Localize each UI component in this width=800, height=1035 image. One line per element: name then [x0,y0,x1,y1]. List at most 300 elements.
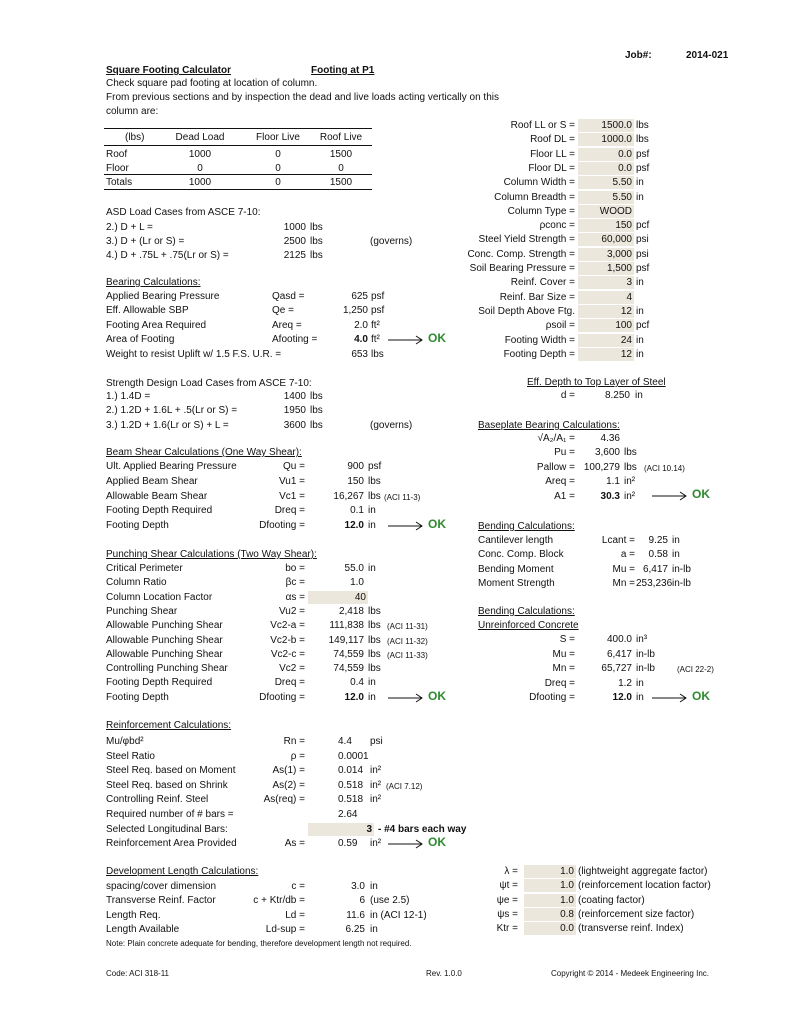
punching-unit: in [368,691,376,703]
input-label: Column Breadth = [494,191,575,203]
bending-label: Bending Moment [478,563,554,575]
bending-unit: in-lb [672,563,691,575]
asd-value: 2500 [283,236,306,247]
bearing-symbol: Areq = [272,319,302,331]
strength-value: 1950 [283,405,306,417]
reinforcement-value: 0.518 [338,794,364,806]
job-label: Job#: [625,50,652,61]
unreinforced-ref: (ACI 22-2) [677,665,714,675]
bending-value: 253,236 [636,577,673,589]
bearing-unit: ft² [371,319,380,331]
reinforcement-label: Steel Req. based on Shrink [106,779,228,791]
input-value[interactable]: 12 [620,305,632,317]
table-cell: Floor [106,163,129,174]
punching-ref: (ACI 11-32) [387,636,428,646]
strength-note: (governs) [370,419,413,431]
input-label: Floor LL = [530,148,575,160]
bearing-value: 2.0 [354,319,368,331]
table-header: (lbs) [125,132,145,143]
bearing-label: Eff. Allowable SBP [106,305,189,317]
eff-depth-title: Eff. Depth to Top Layer of Steel [527,377,666,388]
ok-indicator: OK [692,487,710,501]
reinforcement-symbol: As(req) = [263,794,305,806]
beam-unit: psf [368,461,382,472]
table-cell: 1000 [188,149,212,160]
strength-unit: lbs [310,419,323,431]
input-label: ρconc = [539,220,575,232]
bearing-value: 1,250 [342,305,368,317]
punching-symbol: bo = [285,563,305,574]
bending-value: 0.58 [648,549,668,561]
reinforcement-label: Mu/φbd² [106,736,144,747]
input-value[interactable]: 24 [620,334,632,346]
input-value[interactable]: 1000.0 [601,134,632,146]
arrow-icon [388,839,424,849]
development-label: spacing/cover dimension [106,881,217,892]
bearing-symbol: Qasd = [272,291,305,302]
punching-label: Column Location Factor [106,591,213,603]
input-unit: lbs [636,120,649,131]
bending-symbol: Mu = [612,563,635,575]
reinforcement-value: 0.0001 [338,750,369,762]
reinforcement-label: Reinforcement Area Provided [106,838,237,850]
punching-label: Critical Perimeter [106,563,183,574]
input-unit: lbs [636,134,649,146]
factor-description: (coating factor) [578,894,645,906]
unreinforced-symbol: Mu = [552,648,575,660]
bending-unit: in [672,549,680,561]
bearing-symbol: Afooting = [272,334,318,346]
punching-ref: (ACI 11-31) [387,622,428,632]
reinforcement-symbol: As(2) = [272,779,305,791]
baseplate-value: 100,279 [583,461,620,473]
page-title: Square Footing Calculator [106,65,232,76]
reinforcement-unit: - #4 bars each way [378,823,467,835]
arrow-icon [652,491,688,501]
input-unit: pcf [636,220,650,232]
baseplate-symbol: A1 = [554,490,575,502]
table-cell: Totals [106,177,133,188]
punching-value: 111,838 [329,620,364,632]
unreinforced-value: 65,727 [601,663,632,675]
punching-value: 149,117 [328,634,364,646]
punching-value: 12.0 [344,691,364,703]
punching-value[interactable]: 40 [354,591,366,603]
baseplate-unit: lbs [624,461,637,473]
input-value[interactable]: 3 [626,277,632,289]
table-cell: 1000 [188,177,212,188]
beam-label: Footing Depth Required [106,505,213,517]
unreinforced-unit: in³ [636,634,648,645]
asd-label: 3.) D + (Lr or S) = [106,236,185,247]
reinforcement-value[interactable]: 3 [366,823,372,835]
ok-indicator: OK [692,689,710,703]
bearing-label: Footing Area Required [106,319,207,331]
baseplate-value: 30.3 [600,490,620,502]
baseplate-unit: lbs [624,447,637,459]
bending-symbol: a = [620,549,635,561]
unreinforced-value: 1.2 [618,677,632,689]
beam-label: Footing Depth [106,520,169,532]
baseplate-value: 3,600 [594,447,620,459]
table-cell: 1500 [329,149,353,160]
input-unit: in [636,334,644,346]
punching-value: 1.0 [350,577,364,589]
input-unit: in [636,305,644,317]
input-value[interactable]: WOOD [599,205,632,217]
beam-label: Applied Beam Shear [106,475,198,487]
unreinforced-value: 6,417 [606,648,632,660]
unreinforced-unit: in [636,692,644,704]
input-label: Steel Yield Strength = [478,234,575,246]
development-symbol: Ld-sup = [265,923,305,935]
asd-value: 1000 [283,222,306,233]
punching-unit: lbs [368,634,381,646]
reinforcement-label: Controlling Reinf. Steel [106,794,209,806]
development-unit: in [370,923,378,935]
punching-symbol: Dfooting = [259,691,305,703]
baseplate-symbol: Pu = [554,447,575,459]
development-symbol: c + Ktr/db = [253,895,305,907]
arrow-icon [388,335,424,345]
unreinforced-symbol: Dreq = [544,677,575,689]
factor-value[interactable]: 0.8 [560,908,574,920]
bending-label: Moment Strength [478,577,555,589]
punching-unit: lbs [368,605,381,617]
punching-symbol: Vc2-a = [270,620,305,632]
punching-value: 2,418 [338,605,364,617]
table-header: Dead Load [175,132,225,143]
reinforcement-symbol: As = [284,838,305,850]
unreinforced-symbol: S = [559,634,575,645]
unreinforced-unit: in-lb [636,648,655,660]
input-value[interactable]: 12 [620,348,632,360]
unreinforced-symbol: Mn = [552,663,575,675]
input-label: Column Width = [503,177,575,189]
table-cell: 0 [275,163,281,174]
bending-symbol: Lcant = [601,535,635,546]
development-label: Length Req. [106,909,161,921]
development-value: 6 [359,895,365,907]
table-rule [104,128,372,129]
input-unit: psf [636,162,650,174]
punching-label: Allowable Punching Shear [106,648,223,660]
punching-symbol: αs = [285,591,305,603]
input-label: Reinf. Bar Size = [499,291,575,303]
asd-label: 4.) D + .75L + .75(Lr or S) = [106,250,229,261]
punching-symbol: Dreq = [274,677,305,689]
eff-depth-value: 8.250 [604,390,630,401]
beam-shear-title: Beam Shear Calculations (One Way Shear): [106,447,302,458]
table-cell: 0 [275,177,281,188]
bending-unit: in [672,535,680,546]
strength-value: 1400 [283,391,306,402]
asd-unit: lbs [310,250,323,261]
input-value[interactable]: 1,500 [606,263,632,274]
table-header: Roof Live [319,132,363,143]
reinforcement-value: 0.59 [338,838,358,850]
arrow-icon [388,693,424,703]
punching-unit: in [368,677,376,689]
punching-symbol: Vc2-b = [270,634,305,646]
bending-unit: in-lb [672,577,691,589]
bearing-unit: psf [371,305,385,317]
factor-description: (transverse reinf. Index) [578,923,684,935]
eff-depth-unit: in [635,390,643,401]
factor-symbol: ψt = [499,880,518,892]
development-value: 3.0 [351,881,365,892]
reinforcement-label: Required number of # bars = [106,809,234,820]
footer-code: Code: ACI 318-11 [106,969,170,978]
reinforcement-ref: (ACI 7.12) [386,781,423,791]
reinforcement-value: 0.518 [338,779,364,791]
factor-value[interactable]: 1.0 [560,880,574,892]
bearing-unit: ft² [371,334,380,346]
baseplate-symbol: Pallow = [536,461,575,473]
bearing-label: Area of Footing [106,334,175,346]
input-label: Floor DL = [528,162,575,174]
beam-value: 12.0 [344,520,364,532]
reinforcement-unit: in² [370,779,382,791]
factor-symbol: ψe = [496,894,518,906]
input-unit: psi [636,234,649,246]
strength-unit: lbs [310,391,323,402]
footing-location: Footing at P1 [311,65,375,76]
beam-unit: lbs [368,490,381,502]
factor-symbol: λ = [504,866,518,877]
input-unit: in [636,177,644,189]
table-rule [104,145,372,146]
development-value: 6.25 [345,923,365,935]
strength-label: 1.) 1.4D = [106,391,151,402]
punching-symbol: Vc2 = [279,663,305,675]
punching-title: Punching Shear Calculations (Two Way Shear): [106,549,317,560]
job-number: 2014-021 [686,50,729,61]
input-value[interactable]: 4 [626,291,632,303]
input-unit: psf [636,148,650,160]
unreinforced-symbol: Dfooting = [529,692,575,704]
bending-value: 6,417 [642,563,668,575]
input-value[interactable]: 60,000 [601,234,632,246]
punching-label: Column Ratio [106,577,167,589]
development-unit: (use 2.5) [370,895,410,907]
strength-title: Strength Design Load Cases from ASCE 7-10: [106,378,312,389]
punching-value: 55.0 [344,563,364,574]
baseplate-value: 4.36 [600,433,620,444]
input-label: Roof LL or S = [510,120,575,131]
factor-description: (reinforcement size factor) [578,908,695,920]
reinforcement-value: 2.64 [338,809,358,820]
factor-value[interactable]: 1.0 [560,866,574,877]
baseplate-symbol: Areq = [545,476,575,488]
baseplate-unit: in² [624,476,636,488]
punching-unit: in [368,563,376,574]
beam-unit: lbs [368,475,381,487]
intro-line: column are: [106,106,159,117]
input-label: Soil Depth Above Ftg. [478,305,575,317]
footer-rev: Rev. 1.0.0 [426,969,462,978]
reinforcement-title: Reinforcement Calculations: [106,720,232,731]
bending-symbol: Mn = [612,577,635,589]
unreinforced-unit: in-lb [636,663,655,675]
ok-indicator: OK [428,835,446,849]
reinforcement-unit: in² [370,838,382,850]
input-label: Footing Depth = [503,348,575,360]
punching-value: 0.4 [350,677,364,689]
input-unit: in [636,348,644,360]
beam-label: Ult. Applied Bearing Pressure [106,461,237,472]
input-value[interactable]: 0.0 [618,162,632,174]
asd-title: ASD Load Cases from ASCE 7-10: [106,207,261,218]
input-value[interactable]: 100 [615,320,632,332]
asd-unit: lbs [310,236,323,247]
bending-value: 9.25 [648,535,668,546]
input-value[interactable]: 5.50 [612,191,632,203]
factor-description: (lightweight aggregate factor) [578,866,708,877]
table-cell: 1500 [329,177,353,188]
punching-unit: lbs [368,620,381,632]
development-title: Development Length Calculations: [106,866,259,877]
beam-value: 16,267 [333,490,364,502]
baseplate-value: 1.1 [606,476,620,488]
beam-symbol: Vc1 = [279,490,305,502]
factor-value[interactable]: 0.0 [560,923,574,935]
bearing-value: 4.0 [354,334,368,346]
punching-value: 74,559 [333,663,364,675]
bearing-symbol: Qe = [272,305,294,317]
table-cell: 0 [338,163,344,174]
punching-label: Punching Shear [106,605,178,617]
factor-value[interactable]: 1.0 [560,894,574,906]
footer-copyright: Copyright © 2014 - Medeek Engineering Inc. [551,969,709,978]
development-symbol: c = [291,881,305,892]
eff-depth-label: d = [560,390,575,401]
bearing-label: Weight to resist Uplift w/ 1.5 F.S. U.R. = [106,348,282,360]
input-value[interactable]: 0.0 [618,148,632,160]
input-label: Footing Width = [504,334,575,346]
bending-title: Bending Calculations: [478,521,575,532]
unreinforced-value: 400.0 [606,634,632,645]
baseplate-symbol: √A₂/A₁ = [537,433,575,444]
asd-note: (governs) [370,236,413,247]
arrow-icon [388,521,424,531]
reinforcement-unit: psi [370,736,383,747]
development-symbol: Ld = [285,909,305,921]
beam-symbol: Qu = [283,461,305,472]
input-label: Soil Bearing Pressure = [469,263,575,274]
input-value[interactable]: 150 [615,220,632,232]
unreinforced-value: 12.0 [612,692,632,704]
ok-indicator: OK [428,331,446,345]
input-unit: psf [636,263,650,274]
punching-value: 74,559 [333,648,364,660]
input-label: Reinf. Cover = [510,277,575,289]
factor-symbol: ψs = [497,908,518,920]
arrow-icon [652,693,688,703]
intro-line: From previous sections and by inspection the dead and live loads acting vertically on this [106,92,499,103]
unreinforced-unit: in [636,677,644,689]
input-label: Roof DL = [530,134,575,146]
reinforcement-label: Steel Ratio [106,750,155,762]
punching-label: Allowable Punching Shear [106,634,223,646]
asd-label: 2.) D + L = [106,222,153,233]
reinforcement-label: Steel Req. based on Moment [106,765,236,777]
punching-label: Footing Depth Required [106,677,213,689]
strength-label: 3.) 1.2D + 1.6(Lr or S) + L = [106,419,229,431]
input-value[interactable]: 5.50 [612,177,632,189]
reinforcement-value: 0.014 [338,765,364,777]
beam-value: 150 [347,475,364,487]
input-unit: in [636,191,644,203]
punching-symbol: Vu2 = [278,605,305,617]
punching-unit: lbs [368,648,381,660]
reinforcement-unit: in² [370,794,382,806]
table-header: Floor Live [256,132,300,143]
development-label: Transverse Reinf. Factor [106,895,216,907]
table-rule [104,189,372,190]
beam-value: 900 [347,461,364,472]
input-label: Column Type = [507,205,575,217]
punching-label: Controlling Punching Shear [106,663,228,675]
strength-unit: lbs [310,405,323,417]
beam-unit: in [368,520,376,532]
bearing-label: Applied Bearing Pressure [106,291,220,302]
beam-symbol: Dfooting = [259,520,305,532]
baseplate-ref: (ACI 10.14) [644,463,685,473]
input-unit: pcf [636,320,650,332]
beam-symbol: Dreq = [274,505,305,517]
factor-symbol: Ktr = [496,923,518,935]
table-rule [104,174,372,175]
input-label: Conc. Comp. Strength = [467,248,575,260]
beam-label: Allowable Beam Shear [106,490,208,502]
input-value[interactable]: 1500.0 [601,120,632,131]
development-unit: in [370,881,378,892]
unreinforced-title-2: Unreinforced Concrete [478,620,579,631]
baseplate-unit: in² [624,490,636,502]
strength-value: 3600 [283,419,306,431]
ok-indicator: OK [428,689,446,703]
development-value: 11.6 [346,909,365,921]
unreinforced-title-1: Bending Calculations: [478,606,575,617]
asd-value: 2125 [283,250,306,261]
beam-ref: (ACI 11-3) [384,492,421,502]
punching-ref: (ACI 11-33) [387,650,428,660]
input-label: ρsoil = [545,320,575,332]
table-cell: 0 [197,163,203,174]
beam-symbol: Vu1 = [278,475,305,487]
reinforcement-symbol: As(1) = [272,765,305,777]
development-note: Note: Plain concrete adequate for bending, therefore development length not required. [106,939,412,948]
bearing-value: 653 [351,348,368,360]
punching-symbol: Vc2-c = [270,648,305,660]
bending-label: Conc. Comp. Block [478,549,564,561]
bearing-unit: lbs [371,348,384,360]
reinforcement-symbol: ρ = [290,750,305,762]
bending-label: Cantilever length [478,535,554,546]
table-cell: Roof [106,149,128,160]
punching-label: Allowable Punching Shear [106,620,223,632]
punching-unit: lbs [368,663,381,675]
input-value[interactable]: 3,000 [606,248,632,260]
punching-label: Footing Depth [106,691,169,703]
reinforcement-value: 4.4 [338,736,352,747]
input-unit: in [636,277,644,289]
bearing-title: Bearing Calculations: [106,277,201,288]
development-label: Length Available [106,923,180,935]
baseplate-title: Baseplate Bearing Calculations: [478,420,620,431]
development-unit: in (ACI 12-1) [370,909,427,921]
